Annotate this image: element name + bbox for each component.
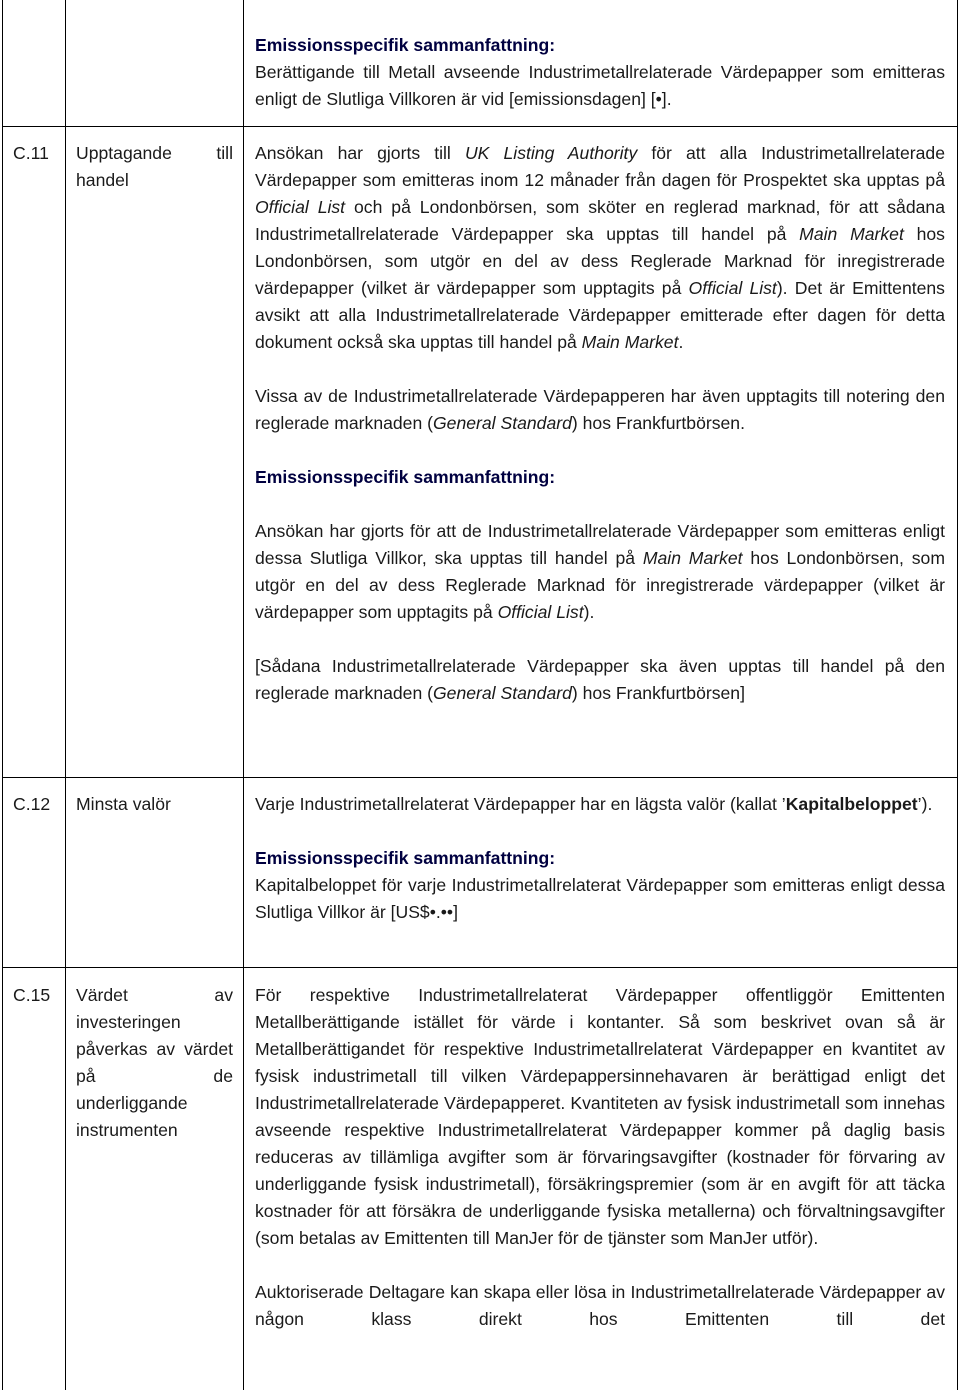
- table-border-left: [2, 0, 3, 1390]
- c11-content: [255, 140, 945, 707]
- item-number-c11: C.11: [13, 143, 49, 163]
- row-divider-c12: [2, 777, 958, 778]
- c15-paragraph-2: Auktoriserade Deltagare kan skapa eller lösa in Industrimetallrelaterade Värdepapper av någon klass direkt hos Emittenten till det: [255, 1282, 945, 1329]
- column-divider-1: [65, 0, 66, 1390]
- c11-issue-specific-heading: Emissionsspecifik sammanfattning:: [255, 467, 556, 487]
- item-label-c15: Värdet av investeringen påverkas av värdet på de underliggande instrumenten: [76, 985, 233, 1140]
- pre-row-content: [255, 32, 945, 113]
- c12-issue-specific-heading: Emissionsspecifik sammanfattning:: [255, 848, 556, 868]
- c11-paragraph-3: Ansökan har gjorts för att de Industrimetallrelaterade Värdepapper som emitteras enligt dessa Slutliga Villkor, ska upptas till handel på Main Market hos Londonbörsen, som utgör en del av dess Reglerade Marknad för inregistrerade värdepapper (vilket är värdepapper som upptagits på Official List).: [255, 521, 945, 622]
- row-divider-c15: [2, 967, 958, 968]
- c11-paragraph-1: Ansökan har gjorts till UK Listing Authority för att alla Industrimetallrelaterade Värdepapper som emitteras inom 12 månader från dagen för Prospektet ska upptas på Official List och på Londonbörsen, som sköter en reglerad marknad, för att sådana Industrimetallrelaterade Värdepapper ska upptas till handel på Main Market hos Londonbörsen, som utgör en del av dess Reglerade Marknad för inregistrerade värdepapper (vilket är värdepapper som upptagits på Official List). Det är Emittentens avsikt att alla Industrimetallrelaterade Värdepapper emitterade efter dagen för detta dokument också ska upptas till handel på Main Market.: [255, 143, 945, 352]
- c12-paragraph-1: Varje Industrimetallrelaterat Värdepapper har en lägsta valör (kallat ’Kapitalbeloppet’).: [255, 794, 933, 814]
- metal-entitlement-text: Berättigande till Metall avseende Industrimetallrelaterade Värdepapper som emitteras enligt de Slutliga Villkoren är vid [emissionsdagen] [•].: [255, 62, 945, 109]
- c15-content: [255, 982, 945, 1333]
- item-label-c12: Minsta valör: [76, 794, 171, 814]
- table-border-right: [957, 0, 958, 1390]
- item-number-c15: C.15: [13, 985, 51, 1005]
- c15-paragraph-1: För respektive Industrimetallrelaterat Värdepapper offentliggör Emittenten Metallberättigande istället för värde i kontanter. Så som beskrivet ovan så är Metallberättigandet för respektive Industrimetallrelaterat Värdepapper en kvantitet av fysisk industrimetall till vilken Värdepappersinnehavaren är berättigad enligt det Industrimetallrelaterade Värdepapperet. Kvantiteten av fysisk industrimetall som innehas avseende respektive Industrimetallrelaterat Värdepapper kommer på daglig basis reduceras av tillämliga avgifter som är förvaringsavgifter (kostnader för förvaring av underliggande fysisk industrimetall), försäkringspremier (som är en avgift för att täcka kostnader för att försäkra de underliggande fysiska metallerna) och förvaltningsavgifter (som betalas av Emittenten till ManJer för de tjänster som ManJer utför).: [255, 985, 945, 1248]
- column-divider-2: [243, 0, 244, 1390]
- c11-paragraph-4: [Sådana Industrimetallrelaterade Värdepapper ska även upptas till handel på den reglerade marknaden (General Standard) hos Frankfurtbörsen]: [255, 656, 945, 703]
- issue-specific-heading: Emissionsspecifik sammanfattning:: [255, 35, 556, 55]
- item-label-c11: Upptagande till handel: [76, 143, 233, 190]
- c12-paragraph-2: Kapitalbeloppet för varje Industrimetallrelaterat Värdepapper som emitteras enligt dessa Slutliga Villkor är [US$•.••]: [255, 875, 945, 922]
- row-divider-c11: [2, 126, 958, 127]
- c12-content: [255, 791, 945, 926]
- item-number-c12: C.12: [13, 794, 51, 814]
- c11-paragraph-2: Vissa av de Industrimetallrelaterade Värdepapperen har även upptagits till notering den reglerade marknaden (General Standard) hos Frankfurtbörsen.: [255, 386, 945, 433]
